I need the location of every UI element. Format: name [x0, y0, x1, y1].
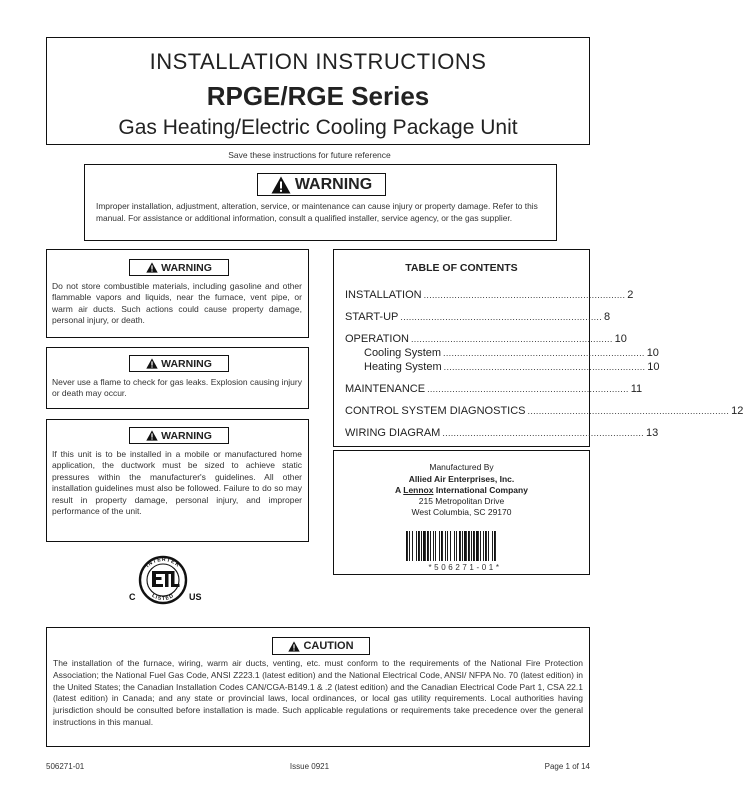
barcode-bar — [445, 531, 446, 561]
warning-label-text: WARNING — [294, 175, 373, 193]
barcode-bar — [441, 531, 443, 561]
barcode-bar — [480, 531, 481, 561]
toc-item-page: 8 — [604, 311, 611, 323]
barcode — [406, 531, 524, 563]
toc-item-heating-system[interactable] — [364, 361, 660, 373]
toc-leader-dots: ........................................................................ — [400, 312, 603, 322]
barcode-bar — [430, 531, 431, 561]
barcode-bar — [406, 531, 408, 561]
barcode-bar — [483, 531, 484, 561]
toc-leader-dots: ........................................................................ — [443, 348, 645, 358]
barcode-bar — [409, 531, 410, 561]
warning-label-text: WARNING — [161, 429, 212, 442]
barcode-bar — [421, 531, 422, 561]
warning-triangle-icon — [288, 641, 300, 652]
barcode-bar — [435, 531, 436, 561]
toc-item-startup[interactable] — [345, 311, 611, 323]
toc-item-label: MAINTENANCE — [345, 383, 426, 395]
series-title: RPGE/RGE Series — [206, 81, 430, 111]
etl-c-mark: C — [129, 592, 136, 602]
address-city: West Columbia, SC 29170 — [411, 507, 512, 517]
toc-leader-dots: ........................................................................ — [427, 384, 629, 394]
warning-triangle-icon — [146, 358, 158, 369]
etl-us-mark: US — [189, 592, 202, 602]
caution-text: The installation of the furnace, wiring, warm air ducts, venting, etc. must conform to the requirements of the National Fire Protection Association; the National Fuel Gas Code, ANSI Z223.1 (latest edition) and the National Electrical Code, ANSI/ NFPA No. 70 (latest edition) in the United States; the Canadian Installation Codes CAN/CGA-B149.1 & .2 (latest edition) and the Canadian Electrical Code Part 1, CSA 22.1 (latest edition) in Canada; and any state or provincial laws, local ordinances, or local gas utility requirements. Local authorities having jurisdiction should be consulted before installation is made. Such applicable regulations or requirements take precedence over the general instructions in this manual. — [53, 658, 583, 727]
toc-item-page: 11 — [630, 383, 643, 395]
warning-box-gas-leaks — [46, 347, 309, 409]
toc-item-label: CONTROL SYSTEM DIAGNOSTICS — [345, 405, 526, 417]
toc-leader-dots: ........................................................................ — [442, 428, 644, 438]
barcode-text: *506271-01* — [428, 563, 502, 572]
barcode-bar — [416, 531, 417, 561]
address-street: 215 Metropolitan Drive — [418, 496, 505, 506]
toc-item-cooling-system[interactable] — [364, 347, 659, 359]
manufactured-by: Manufactured By — [429, 462, 494, 472]
product-subtitle: Gas Heating/Electric Cooling Package Unit — [118, 116, 518, 139]
toc-leader-dots: ........................................................................ — [443, 362, 646, 372]
toc-item-label: Heating System — [364, 361, 442, 373]
toc-item-page: 10 — [647, 361, 660, 373]
barcode-bar — [456, 531, 457, 561]
barcode-bar — [433, 531, 434, 561]
top-warning-box — [84, 164, 557, 241]
warning-text: Never use a flame to check for gas leaks. Explosion causing injury or death may occur. — [52, 377, 302, 399]
toc-item-installation[interactable] — [345, 289, 634, 301]
caution-label — [272, 637, 370, 655]
warning-label — [257, 173, 386, 196]
etl-bottom-text: LISTED — [150, 592, 176, 603]
toc-leader-dots: ........................................................................ — [410, 334, 613, 344]
barcode-bar — [485, 531, 487, 561]
toc-item-page: 10 — [646, 347, 659, 359]
warning-text: Improper installation, adjustment, alteration, service, or maintenance can cause injury or property damage. Refer to this manual. For assistance or additional information, consult a qualified installer, service agency, or the gas supplier. — [96, 201, 538, 223]
toc-item-page: 2 — [627, 289, 634, 301]
title-box — [46, 37, 590, 145]
warning-text: Do not store combustible materials, including gasoline and other flammable vapors and liquids, near the furnace, vent pipe, or warm air ducts. Such actions could cause property damage, personal injury, or death. — [52, 281, 302, 326]
barcode-bar — [418, 531, 420, 561]
barcode-bar — [471, 531, 472, 561]
barcode-bar — [488, 531, 489, 561]
barcode-bar — [492, 531, 493, 561]
warning-triangle-icon — [271, 176, 291, 194]
barcode-bar — [450, 531, 451, 561]
toc-item-operation[interactable] — [345, 333, 627, 345]
barcode-bar — [464, 531, 467, 561]
warning-box-combustibles — [46, 249, 309, 338]
toc-item-label: START-UP — [345, 311, 399, 323]
caution-label-text: CAUTION — [303, 640, 354, 652]
barcode-bar — [427, 531, 429, 561]
table-of-contents — [333, 249, 743, 447]
toc-item-label: INSTALLATION — [345, 289, 422, 301]
footer-page-number: Page 1 of 14 — [544, 762, 590, 771]
warning-label — [129, 427, 229, 444]
parent-company-suffix: International Company — [435, 485, 528, 495]
toc-item-wiring-diagram[interactable] — [345, 427, 659, 439]
toc-item-maintenance[interactable] — [345, 383, 643, 395]
footer-issue: Issue 0921 — [289, 762, 330, 771]
toc-item-label: WIRING DIAGRAM — [345, 427, 441, 439]
barcode-bar — [423, 531, 426, 561]
barcode-bar — [454, 531, 455, 561]
barcode-bar — [468, 531, 470, 561]
caution-box — [46, 627, 590, 747]
toc-item-label: OPERATION — [345, 333, 409, 345]
manufacturer-box — [333, 450, 590, 575]
etl-mark — [152, 571, 180, 587]
save-note: Save these instructions for future reference — [228, 150, 391, 160]
footer-doc-number: 506271-01 — [46, 762, 85, 771]
toc-heading: TABLE OF CONTENTS — [405, 262, 518, 274]
toc-leader-dots: ........................................................................ — [527, 406, 730, 416]
barcode-bar — [447, 531, 448, 561]
toc-item-page: 10 — [614, 333, 627, 345]
warning-box-mobile-home — [46, 419, 309, 542]
barcode-bar — [476, 531, 479, 561]
warning-triangle-icon — [146, 430, 158, 441]
lennox-brand: Lennox — [403, 485, 434, 495]
toc-item-page: 13 — [645, 427, 659, 439]
toc-leader-dots: ........................................................................ — [423, 290, 626, 300]
document-title: INSTALLATION INSTRUCTIONS — [149, 49, 487, 74]
barcode-bar — [494, 531, 496, 561]
barcode-bar — [459, 531, 461, 561]
toc-item-control-diagnostics[interactable] — [345, 405, 743, 417]
toc-item-label: Cooling System — [364, 347, 442, 359]
barcode-bar — [439, 531, 440, 561]
barcode-bar — [473, 531, 475, 561]
barcode-bar — [412, 531, 413, 561]
warning-label-text: WARNING — [161, 357, 212, 370]
parent-company-prefix: A — [395, 485, 401, 495]
warning-label — [129, 259, 229, 276]
warning-label-text: WARNING — [161, 261, 212, 274]
warning-label — [129, 355, 229, 372]
etl-listed-logo — [118, 550, 208, 610]
etl-top-text: INTERTEK — [144, 556, 181, 570]
company-name: Allied Air Enterprises, Inc. — [408, 474, 515, 484]
barcode-bar — [462, 531, 463, 561]
toc-item-page: 12 — [731, 405, 743, 417]
parent-company — [334, 485, 589, 495]
warning-triangle-icon — [146, 262, 158, 273]
warning-text: If this unit is to be installed in a mobile or manufactured home application, the ductwork must be sized to achieve static pressures within the manufacturer's guidelines. All other installation guidelines must also be followed. Failure to do so may result in property damage, personal injury, and improper performance of the unit. — [52, 449, 302, 517]
